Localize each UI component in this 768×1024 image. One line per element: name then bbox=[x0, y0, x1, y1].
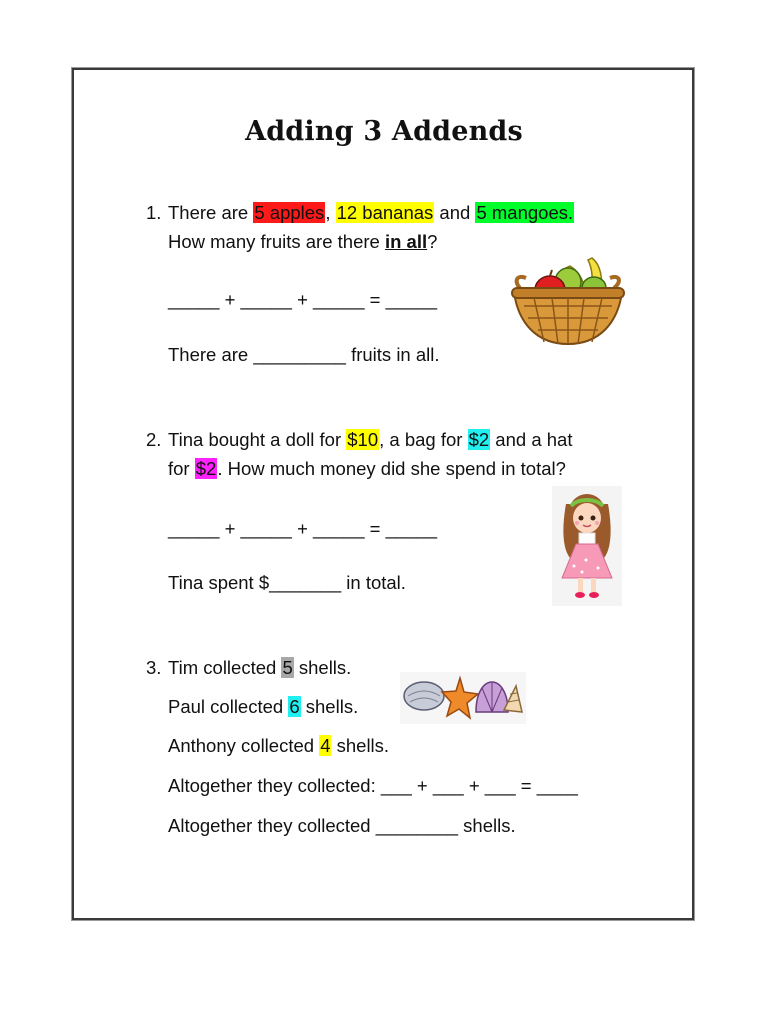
q3-anthony-count-highlight: 4 bbox=[320, 735, 331, 756]
q1-line1 bbox=[168, 200, 574, 226]
seashells-illustration bbox=[400, 672, 526, 724]
q2-hat-price-highlight: $2 bbox=[195, 458, 217, 479]
q2-text: , a bag for bbox=[379, 429, 468, 450]
q3-paul-line bbox=[168, 694, 358, 720]
q2-equation: _____ + _____ + _____ = _____ bbox=[168, 518, 438, 539]
q2-text: Tina bought a doll for bbox=[168, 429, 347, 450]
q3-text: Paul collected bbox=[168, 696, 289, 717]
q3-text: shells. bbox=[331, 735, 390, 756]
q3-paul-count-highlight: 6 bbox=[289, 696, 300, 717]
q2-answer-line: Tina spent $_______ in total. bbox=[168, 572, 406, 593]
q2-number: 2. bbox=[146, 429, 162, 450]
q2-text: for bbox=[168, 458, 195, 479]
q3-text: Anthony collected bbox=[168, 735, 320, 756]
q1-answer-line: There are _________ fruits in all. bbox=[168, 344, 440, 365]
doll-girl-illustration bbox=[552, 486, 622, 606]
q1-text: There are bbox=[168, 202, 254, 223]
q1-number: 1. bbox=[146, 202, 162, 223]
worksheet-title: Adding 3 Addends bbox=[245, 116, 523, 147]
q1-text: How many fruits are there bbox=[168, 231, 385, 252]
q1-text: and bbox=[434, 202, 476, 223]
q1-text: , bbox=[325, 202, 336, 223]
q2-text: and a hat bbox=[490, 429, 573, 450]
q3-equation: Altogether they collected: ___ + ___ + ___ = ____ bbox=[168, 775, 578, 796]
q2-bag-price-highlight: $2 bbox=[468, 429, 490, 450]
fruit-basket-illustration bbox=[504, 252, 632, 356]
q2-doll-price-highlight: $10 bbox=[347, 429, 379, 450]
q2-line2 bbox=[168, 456, 566, 482]
q3-text: shells. bbox=[300, 696, 359, 717]
q2-text: . How much money did she spend in total? bbox=[217, 458, 566, 479]
q3-anthony-line bbox=[168, 733, 389, 759]
q3-text: Tim collected bbox=[168, 657, 282, 678]
q2-line1 bbox=[168, 427, 572, 453]
q1-line2 bbox=[168, 229, 437, 255]
q1-in-all-emphasis: in all bbox=[384, 231, 428, 252]
q3-tim-count-highlight: 5 bbox=[282, 657, 293, 678]
q1-bananas-highlight: 12 bananas bbox=[336, 202, 434, 223]
q3-number: 3. bbox=[146, 657, 162, 678]
q3-text: shells. bbox=[293, 657, 352, 678]
q3-answer-line: Altogether they collected ________ shells. bbox=[168, 815, 516, 836]
q1-text: ? bbox=[427, 231, 438, 252]
q1-mangoes-highlight: 5 mangoes. bbox=[476, 202, 574, 223]
q3-tim-line bbox=[168, 655, 351, 681]
q1-apples-highlight: 5 apples bbox=[254, 202, 325, 223]
q1-equation: _____ + _____ + _____ = _____ bbox=[168, 289, 438, 310]
